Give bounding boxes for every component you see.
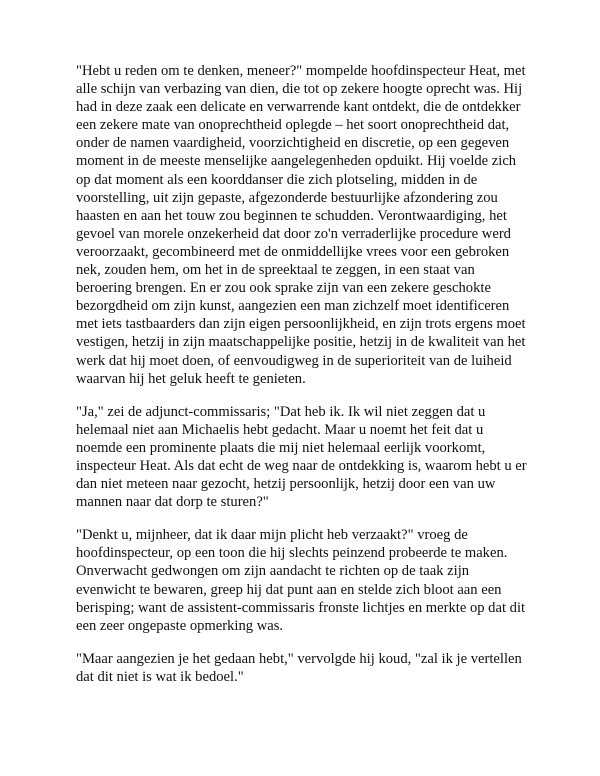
paragraph-4: "Maar aangezien je het gedaan hebt," vervolgde hij koud, "zal ik je vertellen dat dit niet is wat ik bedoel." <box>76 650 522 685</box>
paragraph-2: "Ja," zei de adjunct-commissaris; "Dat heb ik. Ik wil niet zeggen dat u helemaal niet aan Michaelis hebt gedacht. Maar u noemt het feit dat u noemde een prominente plaats die mij niet helemaal eerlijk voorkomt, inspecteur Heat. Als dat echt de weg naar de ontdekking is, waarom hebt u er dan niet meteen naar gezocht, hetzij persoonlijk, hetzij door een van uw mannen naar dat dorp te sturen?" <box>76 403 527 511</box>
paragraph-3: "Denkt u, mijnheer, dat ik daar mijn plicht heb verzaakt?" vroeg de hoofdinspecteur, op een toon die hij slechts peinzend probeerde te maken. Onverwacht gedwongen om zijn aandacht te richten op de taak zijn evenwicht te bewaren, greep hij dat punt aan en stelde zich bloot aan een berisping; want de assistent-commissaris fronste lichtjes en merkte op dat dit een zeer ongepaste opmerking was. <box>76 527 526 634</box>
paragraph-1: "Hebt u reden om te denken, meneer?" mompelde hoofdinspecteur Heat, met alle schijn van verbazing van dien, die tot op zekere hoogte oprecht was. Hij had in deze zaak een delicate en verwarrende kant ontdekt, die de ontdekker een zekere mate van onoprechtheid oplegde – het soort onoprechtheid dat, onder de namen vaardigheid, voorzichtigheid en discretie, op een gegeven moment in de meeste menselijke aangelegenheden opduikt. Hij voelde zich op dat moment als een koorddanser die zich plotseling, midden in de voorstelling, uit zijn gepaste, afgezonderde bestuurlijke afzondering zou haasten en aan het touw zou beginnen te schudden. Verontwaardiging, het gevoel van morele onzekerheid dat door zo'n verraderlijke procedure werd veroorzaakt, gecombineerd met de onmiddellijke vrees voor een gebroken nek, zouden hem, om het in de spreektaal te zeggen, in een staat van beroering brengen. En er zou ook sprake zijn van een zekere geschokte bezorgdheid om zijn kunst, aangezien een man zichzelf moet identificeren met iets tastbaarders dan zijn eigen persoonlijkheid, en zijn trots ergens moet vestigen, hetzij in zijn maatschappelijke positie, hetzij in de kwaliteit van het werk dat hij moet doen, of eenvoudigweg in de superioriteit van de luiheid waarvan hij het geluk heeft te genieten. <box>76 63 526 387</box>
document-page <box>76 62 532 701</box>
